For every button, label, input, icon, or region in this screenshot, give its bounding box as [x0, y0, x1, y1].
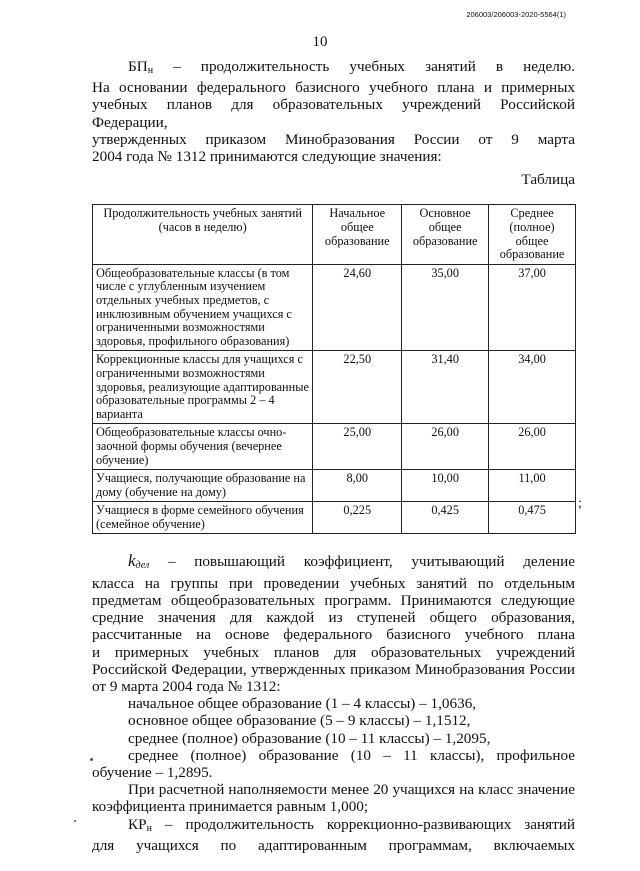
row-value-basic: 35,00 — [402, 264, 489, 351]
kdel-line-5: рассчитанные на основе федерального базисного учебного плана — [92, 626, 575, 644]
kdel-subscript: дел — [135, 560, 150, 572]
table-label: Таблица — [521, 171, 575, 189]
kr-subscript: н — [146, 822, 152, 834]
row-value-secondary: 37,00 — [489, 264, 576, 351]
list-item-continuation: обучение – 1,2895. — [92, 763, 213, 781]
scan-speck — [74, 820, 76, 822]
bp-definition-text: – продолжительность учебных занятий в неделю. — [173, 58, 575, 75]
table-row — [93, 264, 576, 351]
kdel-line-6: и примерных учебных планов для образовательных учреждений — [92, 643, 575, 661]
table-header-row — [93, 205, 576, 264]
row-value-primary: 8,00 — [313, 470, 402, 502]
header-primary: Начальное общее образование — [313, 205, 402, 264]
row-value-secondary: 26,00 — [489, 424, 576, 470]
kdel-definition-line — [92, 552, 575, 574]
header-secondary: Среднее (полное) общее образование — [489, 205, 576, 264]
table-row — [93, 470, 576, 502]
row-value-basic: 0,425 — [402, 502, 489, 534]
row-value-basic: 10,00 — [402, 470, 489, 502]
row-label: Коррекционные классы для учащихся с ограниченными возможностями здоровья, реализующие адаптированные образовательные программы 2 – 4 варианта — [93, 351, 313, 424]
page-number: 10 — [312, 34, 328, 50]
bp-symbol: БП — [128, 58, 148, 75]
table-trailing-semicolon: ; — [578, 496, 582, 511]
kr-symbol: КР — [128, 815, 147, 833]
under20-line-1: При расчетной наполняемости менее 20 учащихся на класс значение — [128, 781, 575, 799]
table-row — [93, 351, 576, 424]
coefficient-list — [92, 695, 575, 764]
list-item: среднее (полное) образование (10 – 11 классы) – 1,2095, — [128, 729, 491, 747]
row-value-secondary: 0,475 — [489, 502, 576, 534]
kdel-line-4: средние значения для каждой из ступеней общего образования, — [92, 609, 575, 627]
row-value-primary: 24,60 — [313, 264, 402, 351]
scan-speck — [90, 758, 93, 761]
hours-table — [92, 204, 576, 534]
intro-line-2: На основании федерального базисного учебного плана и примерных — [92, 79, 575, 97]
header-basic: Основное общее образование — [402, 205, 489, 264]
kdel-line-3: предметам общеобразовательных программ. Принимаются следующие — [92, 591, 575, 609]
table-row — [93, 502, 576, 534]
row-label: Учащиеся в форме семейного обучения (семейное обучение) — [93, 502, 313, 534]
table-row — [93, 424, 576, 470]
intro-line-4: утвержденных приказом Минобразования России от 9 марта — [92, 130, 575, 148]
list-item: среднее (полное) образование (10 – 11 классы), профильное — [128, 746, 575, 764]
bp-subscript: н — [147, 65, 154, 76]
under20-line-2: коэффициента принимается равным 1,000; — [92, 798, 369, 816]
row-label: Учащиеся, получающие образование на дому (обучение на дому) — [93, 470, 313, 502]
page-content — [92, 58, 575, 854]
kdel-line-2: класса на группы при проведении учебных занятий по отдельным — [92, 574, 575, 592]
kdel-line-8: от 9 марта 2004 года № 1312: — [92, 677, 281, 695]
document-id: 206003/206003-2020-5564(1) — [466, 10, 566, 19]
list-item: начальное общее образование (1 – 4 классы) – 1,0636, — [128, 695, 477, 713]
header-hours: Продолжительность учебных занятий (часов в неделю) — [93, 205, 313, 264]
row-value-basic: 31,40 — [402, 351, 489, 424]
kdel-symbol: k — [128, 551, 136, 571]
row-value-primary: 22,50 — [313, 351, 402, 424]
row-value-primary: 25,00 — [313, 424, 402, 470]
intro-line-5: 2004 года № 1312 принимаются следующие значения: — [92, 148, 442, 166]
row-value-basic: 26,00 — [402, 424, 489, 470]
row-value-secondary: 34,00 — [489, 351, 576, 424]
kdel-definition-text: – повышающий коэффициент, учитывающий деление — [167, 553, 575, 571]
kr-line-2: для учащихся по адаптированным программам, включаемых — [92, 836, 575, 854]
kr-definition-line — [92, 816, 575, 837]
bp-definition-line — [92, 58, 575, 79]
kdel-line-7: Российской Федерации, утвержденных приказом Минобразования России — [92, 660, 575, 678]
kr-definition-text: – продолжительность коррекционно-развивающих занятий — [164, 815, 575, 833]
row-value-secondary: 11,00 — [489, 470, 576, 502]
row-label: Общеобразовательные классы (в том числе с углубленным изучением отдельных учебных предметов, с инклюзивным обучением учащихся с ограниченными возможностями здоровья, профильного образования) — [93, 264, 313, 351]
row-label: Общеобразовательные классы очно-заочной формы обучения (вечернее обучение) — [93, 424, 313, 470]
list-item: основное общее образование (5 – 9 классы) – 1,1512, — [128, 712, 471, 730]
row-value-primary: 0,225 — [313, 502, 402, 534]
intro-line-3: учебных планов для образовательных учреждений Российской Федерации, — [92, 96, 575, 131]
